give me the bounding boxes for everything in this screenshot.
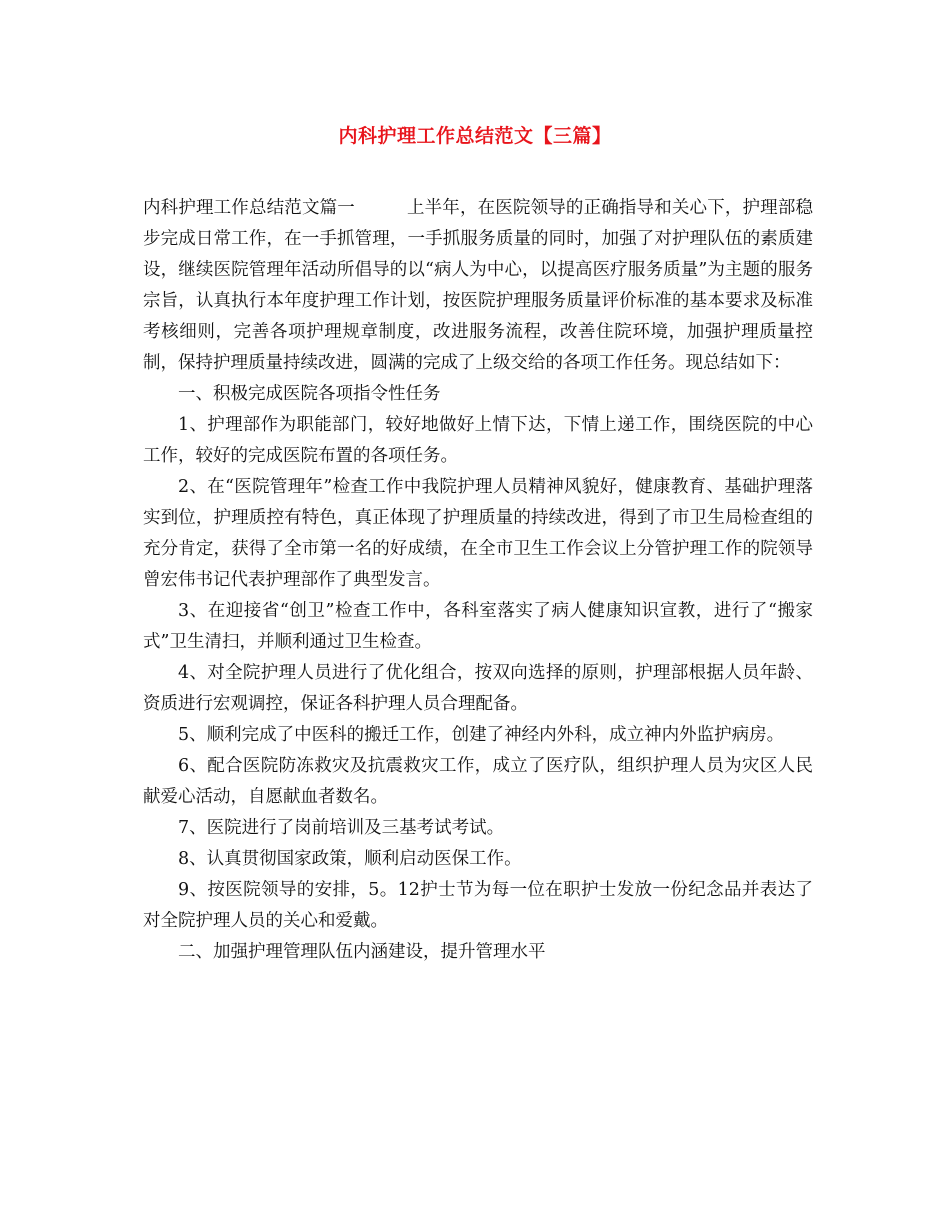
list-item-3: 3、在迎接省“创卫”检查工作中，各科室落实了病人健康知识宣教，进行了“搬家式”卫生清扫，并顺利通过卫生检查。 xyxy=(143,601,813,652)
list-item-6: 6、配合医院防冻救灾及抗震救灾工作，成立了医疗队，组织护理人员为灾区人民献爱心活动，自愿献血者数名。 xyxy=(143,756,813,807)
lead-text: 上半年，在医院领导的正确指导和关心下，护理部稳步完成日常工作，在一手抓管理，一手抓服务质量的同时，加强了对护理队伍的素质建设，继续医院管理年活动所倡导的以“病人为中心，以提高医疗服务质量”为主题的服务宗旨，认真执行本年度护理工作计划，按医院护理服务质量评价标准的基本要求及标准考核细则，完善各项护理规章制度，改进服务流程，改善住院环境，加强护理质量控制，保持护理质量持续改进，圆满的完成了上级交给的各项工作任务。现总结如下： xyxy=(143,198,814,373)
list-item-5: 5、顺利完成了中医科的搬迁工作，创建了神经内外科，成立神内外监护病房。 xyxy=(178,725,785,745)
list-item-4: 4、对全院护理人员进行了优化组合，按双向选择的原则，护理部根据人员年龄、资质进行宏观调控，保证各科护理人员合理配备。 xyxy=(143,663,813,714)
list-item-7: 7、医院进行了岗前培训及三基考试考试。 xyxy=(178,818,505,838)
document-body xyxy=(143,193,813,968)
section-heading-1: 一、积极完成医院各项指令性任务 xyxy=(178,384,441,404)
list-item-2: 2、在“医院管理年”检查工作中我院护理人员精神风貌好，健康教育、基础护理落实到位，护理质控有特色，真正体现了护理质量的持续改进，得到了市卫生局检查组的充分肯定，获得了全市第一名的好成绩，在全市卫生工作会议上分管护理工作的院领导曾宏伟书记代表护理部作了典型发言。 xyxy=(143,477,813,590)
section-heading-2: 二、加强护理管理队伍内涵建设，提升管理水平 xyxy=(178,942,546,962)
document-title: 内科护理工作总结范文【三篇】 xyxy=(338,125,612,147)
lead-paragraph xyxy=(143,193,813,379)
list-item-9: 9、按医院领导的安排，5。12护士节为每一位在职护士发放一份纪念品并表达了对全院护理人员的关心和爱戴。 xyxy=(143,880,813,931)
list-item-8: 8、认真贯彻国家政策，顺利启动医保工作。 xyxy=(178,849,522,869)
lead-label: 内科护理工作总结范文篇一 xyxy=(143,198,355,218)
list-item-1: 1、护理部作为职能部门，较好地做好上情下达，下情上递工作，围绕医院的中心工作，较好的完成医院布置的各项任务。 xyxy=(143,415,813,466)
